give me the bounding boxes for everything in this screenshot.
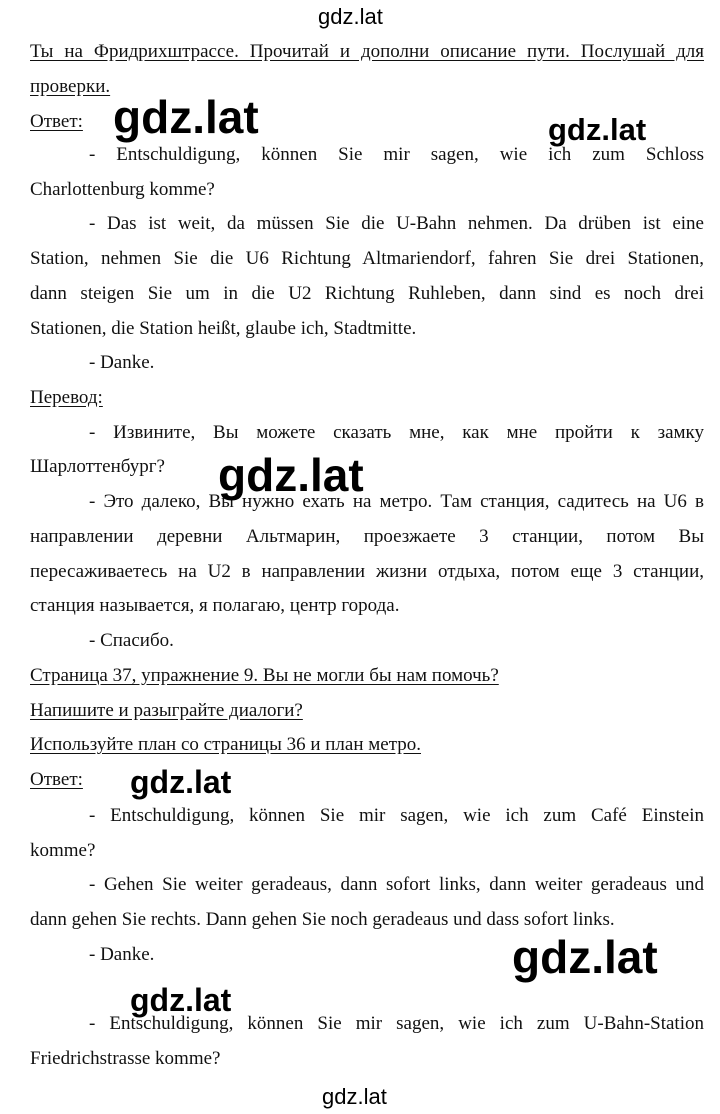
translation-line: направлении деревни Альтмарин, проезжаете 3 станции, потом Вы	[30, 526, 704, 547]
translation-line: - Спасибо.	[89, 630, 174, 651]
dialog1-line: Charlottenburg komme?	[30, 179, 215, 200]
watermark-top: gdz.lat	[318, 4, 383, 29]
dialog1-line: - Entschuldigung, können Sie mir sagen, wie ich zum Schloss	[89, 144, 704, 165]
dialog2-line: - Danke.	[89, 944, 155, 965]
translation-line: - Извините, Вы можете сказать мне, как мне пройти к замку	[89, 422, 704, 443]
exercise-heading-line-1: Страница 37, упражнение 9. Вы не могли бы нам помочь?	[30, 665, 499, 686]
dialog2-line: - Entschuldigung, können Sie mir sagen, wie ich zum Café Einstein	[89, 805, 704, 826]
exercise-heading-line-3: Используйте план со страницы 36 и план метро.	[30, 734, 421, 755]
translation-line: Шарлоттенбург?	[30, 456, 165, 477]
task-heading-line-2: проверки.	[30, 76, 111, 97]
dialog3-line: - Entschuldigung, können Sie mir sagen, wie ich zum U-Bahn-Station	[89, 1013, 704, 1034]
watermark: gdz.lat	[548, 112, 647, 147]
dialog2-line: - Gehen Sie weiter geradeaus, dann sofort links, dann weiter geradeaus und	[89, 874, 704, 895]
watermark: gdz.lat	[218, 449, 364, 501]
task-heading-line-1: Ты на Фридрихштрассе. Прочитай и дополни описание пути. Послушай для	[30, 41, 704, 62]
translation-line: - Это далеко, Вы нужно ехать на метро. Там станция, садитесь на U6 в	[89, 491, 704, 512]
dialog1-line: - Das ist weit, da müssen Sie die U-Bahn nehmen. Da drüben ist eine	[89, 213, 704, 234]
translation-line: станция называется, я полагаю, центр города.	[30, 595, 400, 616]
watermark: gdz.lat	[113, 91, 259, 143]
dialog2-line: dann gehen Sie rechts. Dann gehen Sie noch geradeaus und dass sofort links.	[30, 909, 615, 930]
answer-label-2: Ответ:	[30, 769, 83, 790]
answer-label: Ответ:	[30, 111, 83, 132]
translation-label: Перевод:	[30, 387, 103, 408]
dialog1-line: dann steigen Sie um in die U2 Richtung Ruhleben, dann sind es noch drei	[30, 283, 704, 304]
watermark: gdz.lat	[130, 982, 232, 1018]
dialog1-line: - Danke.	[89, 352, 155, 373]
watermark: gdz.lat	[130, 764, 232, 800]
dialog2-line: komme?	[30, 840, 96, 861]
watermark-bottom: gdz.lat	[322, 1084, 387, 1109]
dialog1-line: Station, nehmen Sie die U6 Richtung Altmariendorf, fahren Sie drei Stationen,	[30, 248, 704, 269]
translation-line: пересаживаетесь на U2 в направлении жизни отдыха, потом еще 3 станции,	[30, 561, 704, 582]
watermark: gdz.lat	[512, 931, 658, 983]
dialog3-line: Friedrichstrasse komme?	[30, 1048, 221, 1069]
dialog1-line: Stationen, die Station heißt, glaube ich, Stadtmitte.	[30, 318, 417, 339]
exercise-heading-line-2: Напишите и разыграйте диалоги?	[30, 700, 303, 721]
